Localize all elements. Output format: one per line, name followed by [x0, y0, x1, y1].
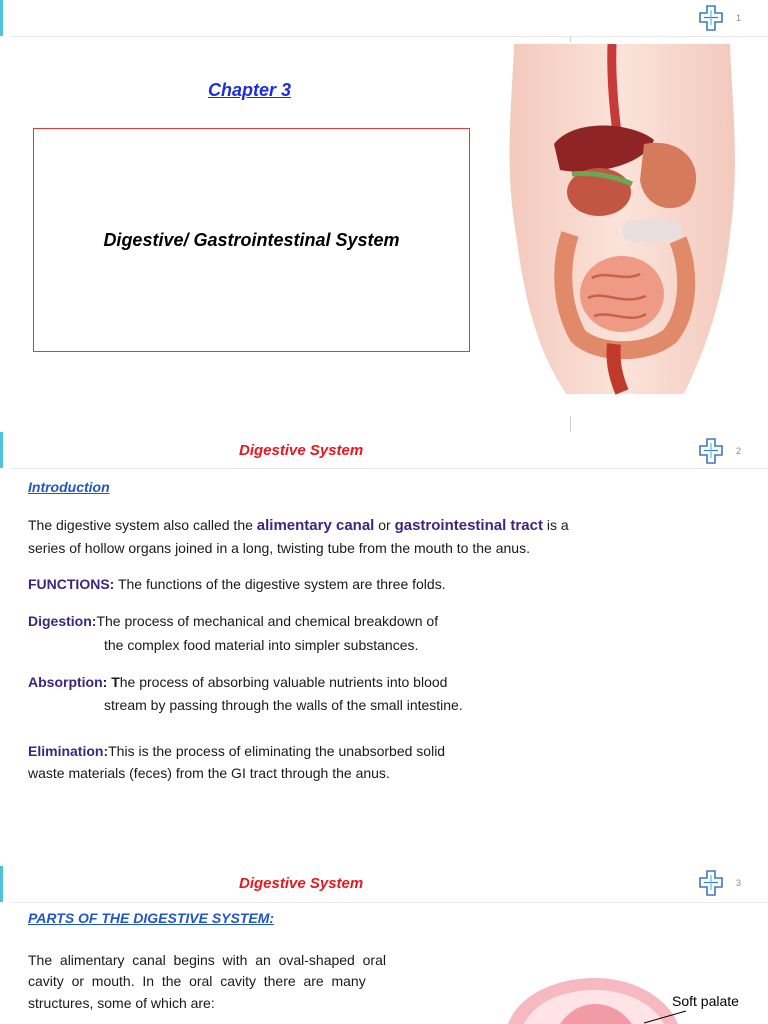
absorption-label: Absorption [28, 674, 103, 690]
digestion-item [28, 610, 438, 632]
parts-text-1: The alimentary canal begins with an oval-shaped oral [28, 952, 386, 968]
intro-text: or [374, 517, 395, 533]
elimination-text-2: waste materials (feces) from the GI tract through the anus. [28, 765, 390, 781]
elimination-text: This is the process of eliminating the unabsorbed solid [108, 743, 446, 759]
digestion-text: The process of mechanical and chemical breakdown of [96, 613, 439, 629]
digestive-system-illustration [494, 44, 750, 416]
functions-label: FUNCTIONS: [28, 576, 115, 592]
slide-1 [0, 0, 768, 432]
keyword-gi-tract: gastrointestinal tract [394, 517, 543, 534]
elimination-item [28, 740, 445, 762]
slide-2 [0, 432, 768, 864]
parts-text-3: structures, some of which are: [28, 995, 215, 1011]
chapter-link[interactable]: Chapter 3 [208, 80, 292, 100]
digestion-text-2: the complex food material into simpler substances. [104, 637, 419, 653]
divider-tick [570, 36, 571, 42]
digestion-label: Digestion: [28, 613, 97, 629]
slide-header: Digestive System [239, 442, 364, 459]
elimination-label: Elimination: [28, 743, 109, 759]
intro-text: The digestive system also called the [28, 517, 257, 533]
parts-text-2: cavity or mouth. In the oral cavity there are many [28, 973, 366, 989]
absorption-item [28, 671, 447, 693]
page-number: 1 [736, 13, 742, 23]
absorption-text-2: stream by passing through the walls of the small intestine. [104, 697, 463, 713]
page-number: 3 [736, 878, 742, 888]
intro-text: is a [542, 517, 569, 533]
section-heading: Introduction [28, 479, 110, 495]
slide-accent-bar [0, 432, 3, 468]
functions-text: The functions of the digestive system are three folds. [114, 576, 446, 592]
functions-line [28, 573, 446, 595]
medical-cross-logo-icon [699, 438, 723, 464]
soft-palate-pointer-line [640, 1010, 690, 1024]
slide-accent-bar [0, 866, 3, 902]
slide-3 [0, 864, 768, 1024]
keyword-alimentary-canal: alimentary canal [256, 517, 375, 534]
header-divider [10, 902, 768, 903]
divider-tick [570, 416, 571, 432]
absorption-text: he process of absorbing valuable nutrients into blood [119, 674, 448, 690]
header-divider [10, 468, 768, 469]
section-heading: PARTS OF THE DIGESTIVE SYSTEM: [28, 910, 275, 926]
page-number: 2 [736, 446, 742, 456]
absorption-colon: : T [102, 674, 120, 690]
slide-header: Digestive System [239, 875, 364, 892]
title-box [33, 128, 470, 352]
header-divider [10, 36, 768, 37]
medical-cross-logo-icon [699, 870, 723, 896]
slide-title: Digestive/ Gastrointestinal System [103, 230, 400, 250]
intro-text: series of hollow organs joined in a long, twisting tube from the mouth to the anus. [28, 540, 530, 556]
soft-palate-label: Soft palate [672, 993, 739, 1009]
slide-accent-bar [0, 0, 3, 36]
medical-cross-logo-icon [699, 5, 723, 31]
intro-paragraph [28, 514, 638, 559]
